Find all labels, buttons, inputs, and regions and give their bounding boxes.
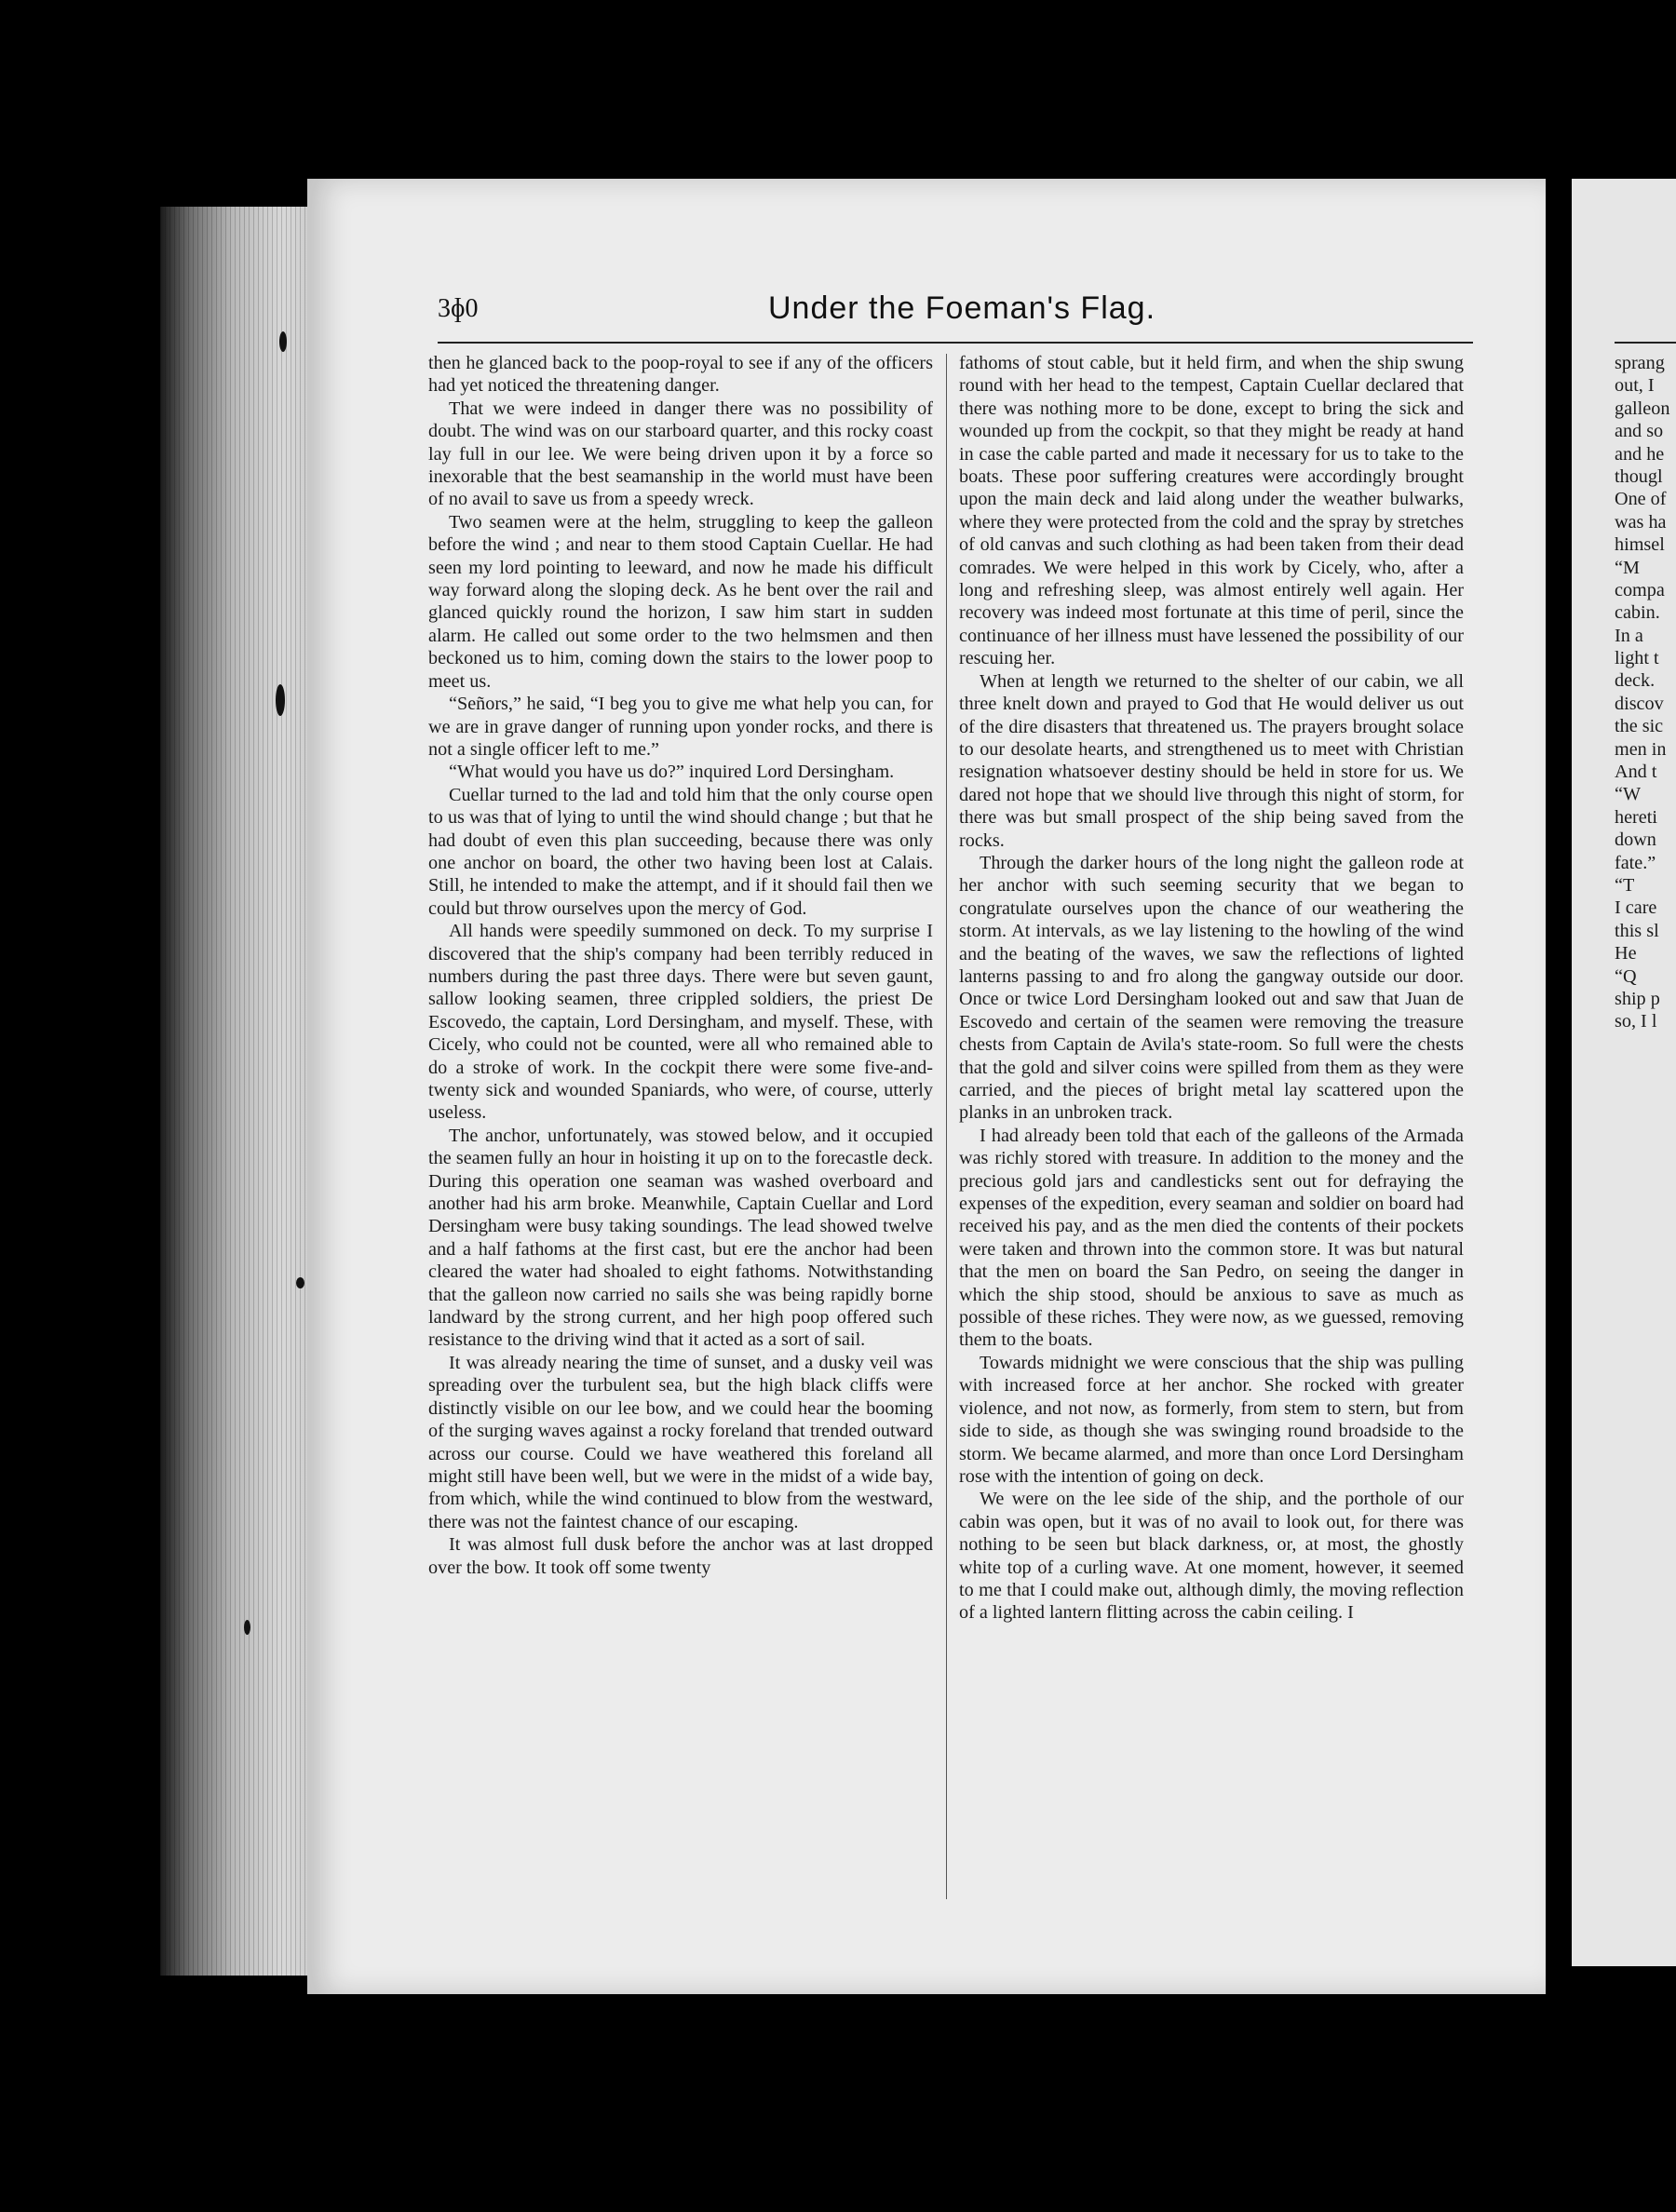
paragraph: Two seamen were at the helm, struggling to keep the galleon before the wind ; and near to them stood Captain Cuellar. He had seen my lord pointing to leeward, and now he made his difficult way forward along the sloping deck. As he bent over the rail and glanced quickly round the horizon, I saw him start in sudden alarm. He called out some order to the two helmsmen and then beckoned us to him, coming down the stairs to the lower poop to meet us. [428, 511, 933, 692]
facing-page-line: I care [1615, 897, 1657, 919]
page-number: 3ɸ0 [438, 294, 479, 323]
paragraph: Towards midnight we were conscious that the ship was pulling with increased force at her anchor. She rocked with greater violence, and not now, as formerly, from stem to stern, but from side to side, as though she was swinging round broadside to the storm. We became alarmed, and more than once Lord Dersingham rose with the intention of going on deck. [959, 1352, 1464, 1487]
header-rule [438, 342, 1473, 344]
facing-page-line: compa [1615, 579, 1665, 600]
facing-page-line: He [1615, 943, 1637, 964]
paragraph: When at length we returned to the shelter of our cabin, we all three knelt down and prayed to God that He would deliver us out of the dire disasters that threatened us. The prayers brought solace to our desolate hearts, and strengthened us to meet with Christian resignation whatsoever destiny should be held in store for us. We dared not hope that we should live through this night of storm, for there was but small prospect of the ship being saved from the rocks. [959, 670, 1464, 851]
paragraph: “Señors,” he said, “I beg you to give me what help you can, for we are in grave danger of running upon yonder rocks, and there is not a single officer left to me.” [428, 694, 933, 760]
facing-page-line: ship p [1615, 988, 1660, 1009]
facing-page-line: cabin. [1615, 602, 1660, 624]
facing-page-line: hereti [1615, 806, 1657, 828]
facing-page-line: down [1615, 830, 1656, 851]
right-text-column [959, 352, 1464, 1897]
facing-page-line: so, I l [1615, 1011, 1657, 1032]
facing-page-line: galleon [1615, 398, 1670, 419]
paragraph: Through the darker hours of the long night the galleon rode at her anchor with such seeming security that we began to congratulate ourselves upon the chance of our weathering the storm. At intervals, as we lay listening to the howling of the wind and the beating of the waves, we saw the reflections of lighted lanterns passing to and fro along the gangway outside our door. Once or twice Lord Dersingham looked out and saw that Juan de Escovedo and certain of the seamen were removing the treasure chests from Captain de Avila's state-room. So full were the chests that the gold and silver coins were spilled from them as they were carried, and the pieces of bright metal lay scattered upon the planks in an unbroken track. [959, 852, 1464, 1124]
facing-page-line: the sic [1615, 716, 1664, 737]
ink-speck [244, 1620, 250, 1635]
facing-page-line: thougl [1615, 465, 1663, 487]
facing-page-line: and he [1615, 443, 1665, 465]
facing-page-line: One of [1615, 489, 1667, 510]
paragraph: I had already been told that each of the galleons of the Armada was richly stored with treasure. In addition to the money and the precious gold jars and candlesticks sent out for defraying the expenses of the expedition, every seaman and soldier on board had received his pay, and as the men died the contents of their pockets were taken and thrown into the common store. It was but natural that the men on board the San Pedro, on seeing the danger in which the ship stood, should be anxious to save as much as possible of these riches. They were now, as we guessed, removing them to the boats. [959, 1125, 1464, 1351]
page-edge-fore-edge [160, 207, 323, 1976]
facing-page-line: In a [1615, 625, 1643, 646]
ink-speck [296, 1277, 304, 1288]
facing-page-line: “T [1615, 874, 1635, 896]
paragraph: It was already nearing the time of sunset, and a dusky veil was spreading over the turbulent sea, but the high black cliffs were distinctly visible on our lee bow, and we could hear the booming of the surging waves against a rocky foreland that trended outward across our course. Could we have weathered this foreland all might still have been well, but we were in the midst of a wide bay, from which, while the wind continued to blow from the westward, there was not the faintest chance of our escaping. [428, 1352, 933, 1532]
facing-page-line: “M [1615, 557, 1640, 578]
facing-page-line: discov [1615, 693, 1664, 714]
paragraph: then he glanced back to the poop-royal to see if any of the officers had yet noticed the threatening danger. [428, 353, 933, 397]
ink-speck [279, 331, 287, 352]
facing-page-line: “Q [1615, 965, 1637, 987]
paragraph: That we were indeed in danger there was no possibility of doubt. The wind was on our starboard quarter, and this rocky coast lay full in our lee. We were being driven upon it by a force so inexorable that the best seamanship in the world must have been of no avail to save us from a speedy wreck. [428, 398, 933, 510]
paragraph: We were on the lee side of the ship, and the porthole of our cabin was open, but it was of no avail to look out, for there was nothing to be seen but black darkness, or, at most, the ghostly white top of a curling wave. At one moment, however, it seemed to me that I could make out, although dimly, the moving reflection of a lighted lantern flitting across the cabin ceiling. I [959, 1489, 1464, 1624]
facing-page-text [1615, 352, 1676, 1033]
paragraph: Cuellar turned to the lad and told him that the only course open to us was that of lying to until the wind should change ; but that he had doubt of even this plan succeeding, because there was only one anchor on board, the other two having been lost at Calais. Still, he intended to make the attempt, and if it should fail then we could but throw ourselves upon the mercy of God. [428, 784, 933, 919]
facing-page-header-rule [1615, 342, 1676, 344]
facing-page-line: himsel [1615, 534, 1665, 556]
facing-page-line: and so [1615, 421, 1664, 442]
facing-page-line: deck. [1615, 670, 1656, 692]
paragraph: All hands were speedily summoned on deck. To my surprise I discovered that the ship's company had been terribly reduced in numbers during the past three days. There were but seven gaunt, sallow looking seamen, three crippled soldiers, the priest De Escovedo, the captain, Lord Dersingham, and myself. These, with Cicely, who could not be counted, were all who remained able to do a stroke of work. In the cockpit there were some five-and-twenty sick and wounded Spaniards, who were, of course, utterly useless. [428, 921, 933, 1124]
facing-page-line: was ha [1615, 511, 1667, 533]
facing-page-line: men in [1615, 738, 1667, 760]
paragraph: “What would you have us do?” inquired Lord Dersingham. [449, 762, 895, 783]
page-header [438, 290, 1471, 337]
facing-page-line: out, I [1615, 375, 1655, 397]
paragraph: fathoms of stout cable, but it held firm, and when the ship swung round with her head to the tempest, Captain Cuellar declared that there was nothing more to be done, except to bring the sick and wounded up from the cockpit, so that they might be ready at hand in case the cable parted and made it necessary for us to take to the boats. These poor suffering creatures were accordingly brought upon the main deck and laid along under the weather bulwarks, where they were protected from the cold and the spray by stretches of old canvas and such clothing as had been taken from their dead comrades. We were helped in this work by Cicely, who, after a long and refreshing sleep, was almost entirely well again. Her recovery was indeed most fortunate at this time of peril, since the continuance of her illness must have lessened the possibility of our rescuing her. [959, 353, 1464, 669]
paragraph: The anchor, unfortunately, was stowed below, and it occupied the seamen fully an hour in hoisting it up on to the forecastle deck. During this operation one seaman was washed overboard and another had his arm broke. Meanwhile, Captain Cuellar and Lord Dersingham were busy taking soundings. The lead showed twelve and a half fathoms at the first cast, but ere the anchor had been cleared the water had shoaled to eight fathoms. Notwithstanding that the galleon now carried no sails she was being rapidly borne landward by the strong current, and her high poop offered such resistance to the driving wind that it acted as a sort of sail. [428, 1125, 933, 1351]
facing-page-line: “W [1615, 784, 1642, 805]
facing-page-line: this sl [1615, 920, 1659, 941]
column-divider [946, 354, 947, 1899]
paragraph: It was almost full dusk before the anchor was at last dropped over the bow. It took off some twenty [428, 1534, 933, 1578]
facing-page-line: light t [1615, 648, 1659, 669]
facing-page-line: fate.” [1615, 852, 1656, 873]
facing-page-line: sprang [1615, 353, 1665, 373]
running-title: Under the Foeman's Flag. [768, 290, 1156, 326]
left-text-column [428, 352, 933, 1897]
facing-page-line: And t [1615, 762, 1657, 783]
ink-speck [276, 684, 285, 716]
